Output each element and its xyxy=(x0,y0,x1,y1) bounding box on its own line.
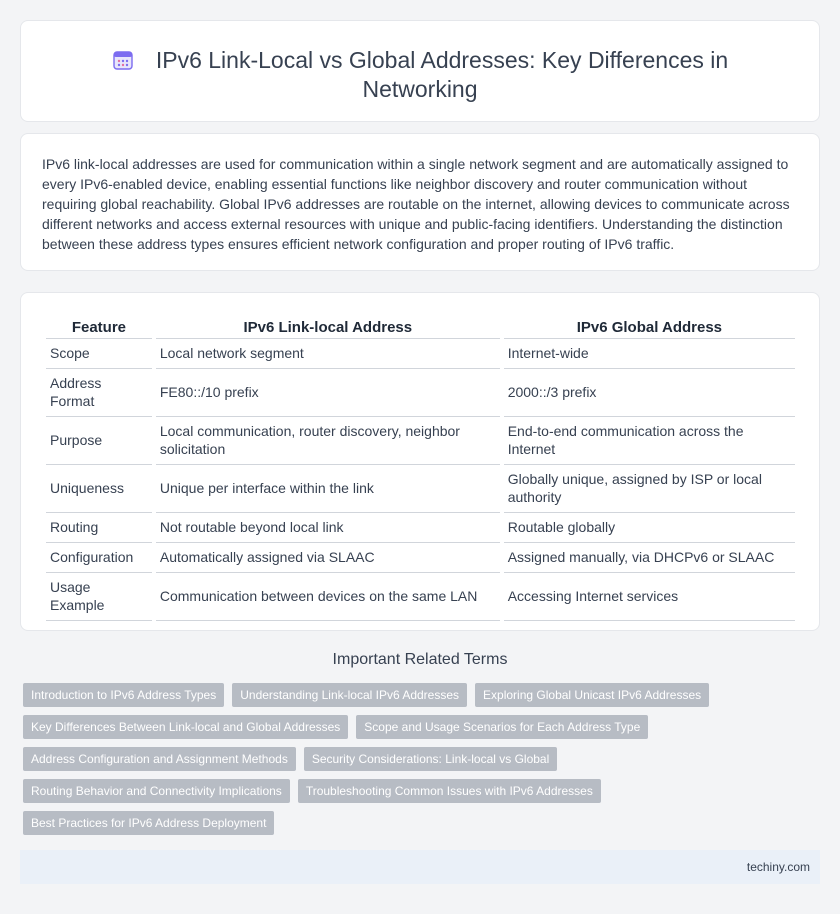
related-term-tag[interactable]: Understanding Link-local IPv6 Addresses xyxy=(232,683,467,707)
table-row xyxy=(46,513,795,543)
related-term-tag[interactable]: Troubleshooting Common Issues with IPv6 Addresses xyxy=(298,779,601,803)
related-term-tag[interactable]: Exploring Global Unicast IPv6 Addresses xyxy=(475,683,709,707)
table-row xyxy=(46,543,795,573)
cell-feature: Usage Example xyxy=(46,573,152,621)
table-row xyxy=(46,573,795,621)
header-link-local: IPv6 Link-local Address xyxy=(156,315,500,339)
cell-global: Internet-wide xyxy=(504,339,795,369)
intro-card xyxy=(20,133,820,271)
cell-link-local: Local network segment xyxy=(156,339,500,369)
cell-link-local: FE80::/10 prefix xyxy=(156,369,500,417)
cell-global: End-to-end communication across the Internet xyxy=(504,417,795,465)
page-title: IPv6 Link-Local vs Global Addresses: Key Differences in Networking xyxy=(155,47,729,102)
cell-global: Accessing Internet services xyxy=(504,573,795,621)
cell-global: 2000::/3 prefix xyxy=(504,369,795,417)
header-feature: Feature xyxy=(46,315,152,339)
cell-feature: Uniqueness xyxy=(46,465,152,513)
related-term-tag[interactable]: Best Practices for IPv6 Address Deployment xyxy=(23,811,274,835)
cell-global: Globally unique, assigned by ISP or local authority xyxy=(504,465,795,513)
intro-paragraph: IPv6 link-local addresses are used for communication within a single network segment and are automatically assigned to every IPv6-enabled device, enabling essential functions like neighbor discovery and router communication without requiring global reachability. Global IPv6 addresses are routable on the internet, allowing devices to communicate across different networks and access external resources with unique and public-facing identifiers. Understanding the distinction between these address types ensures efficient network configuration and proper routing of IPv6 traffic. xyxy=(42,156,790,252)
page-title-wrap xyxy=(21,46,819,104)
cell-link-local: Local communication, router discovery, neighbor solicitation xyxy=(156,417,500,465)
cell-link-local: Not routable beyond local link xyxy=(156,513,500,543)
related-term-tag[interactable]: Routing Behavior and Connectivity Implications xyxy=(23,779,290,803)
cell-feature: Purpose xyxy=(46,417,152,465)
table-row xyxy=(46,465,795,513)
footer-site-link[interactable]: techiny.com xyxy=(746,860,810,874)
cell-feature: Configuration xyxy=(46,543,152,573)
cell-link-local: Unique per interface within the link xyxy=(156,465,500,513)
related-term-tag[interactable]: Address Configuration and Assignment Methods xyxy=(23,747,296,771)
table-row xyxy=(46,369,795,417)
cell-link-local: Automatically assigned via SLAAC xyxy=(156,543,500,573)
table-row xyxy=(46,339,795,369)
footer xyxy=(20,850,820,884)
cell-global: Assigned manually, via DHCPv6 or SLAAC xyxy=(504,543,795,573)
related-term-tag[interactable]: Security Considerations: Link-local vs Global xyxy=(304,747,557,771)
related-term-tag[interactable]: Introduction to IPv6 Address Types xyxy=(23,683,224,707)
cell-link-local: Communication between devices on the same LAN xyxy=(156,573,500,621)
comparison-table xyxy=(42,315,799,621)
title-card xyxy=(20,20,820,122)
header-global: IPv6 Global Address xyxy=(504,315,795,339)
table-row xyxy=(46,417,795,465)
cell-global: Routable globally xyxy=(504,513,795,543)
related-terms-title: Important Related Terms xyxy=(332,651,508,668)
table-header-row xyxy=(46,315,795,339)
cell-feature: Scope xyxy=(46,339,152,369)
related-terms-list xyxy=(23,683,823,835)
cell-feature: Routing xyxy=(46,513,152,543)
related-term-tag[interactable]: Scope and Usage Scenarios for Each Address Type xyxy=(356,715,648,739)
calendar-icon xyxy=(112,49,134,71)
related-term-tag[interactable]: Key Differences Between Link-local and Global Addresses xyxy=(23,715,348,739)
comparison-card xyxy=(20,292,820,631)
cell-feature: Address Format xyxy=(46,369,152,417)
